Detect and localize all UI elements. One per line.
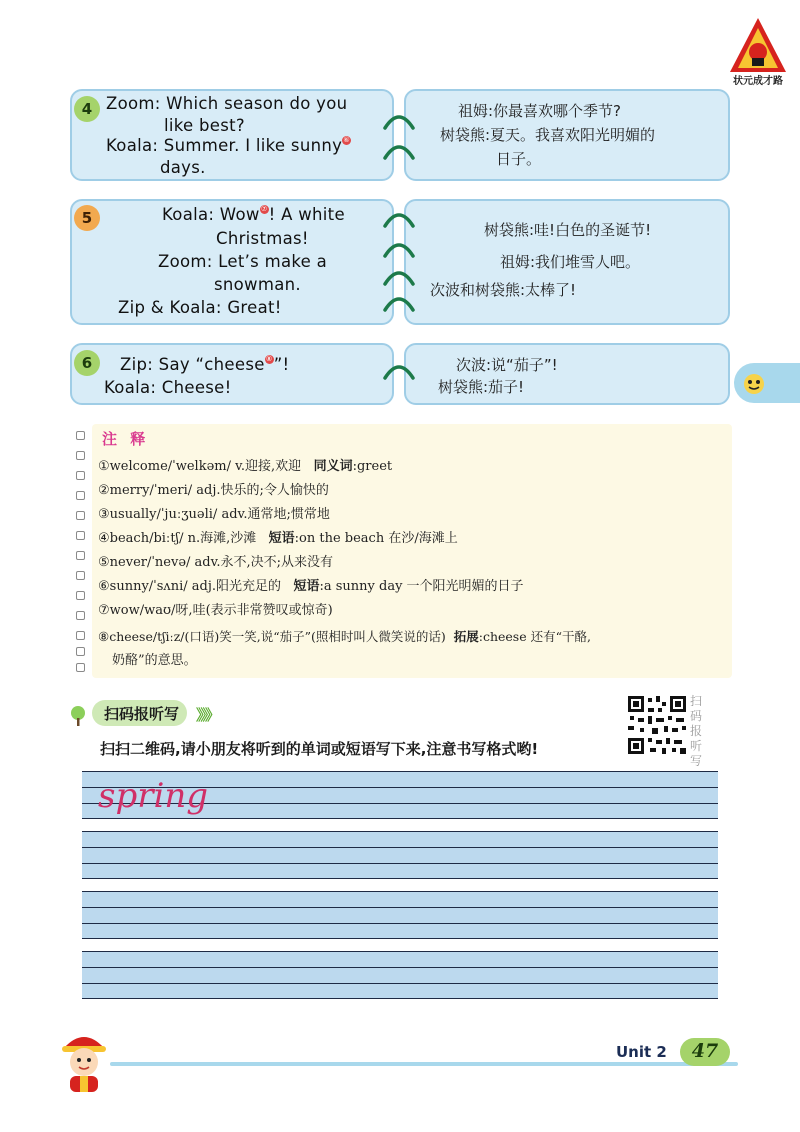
writing-rule <box>82 951 718 952</box>
note-rest: :on the beach 在沙/海滩上 <box>294 531 458 546</box>
writing-rule <box>82 983 718 984</box>
notes-title: 注 释 <box>102 430 150 448</box>
dialog-chinese-line: 日子。 <box>496 150 542 168</box>
dialog-chinese-line: 树袋熊:夏天。我喜欢阳光明媚的 <box>440 126 656 144</box>
note-item <box>98 578 524 596</box>
binding-hole-icon <box>76 471 85 480</box>
dialog-english-text: Zip: Say “cheese <box>120 355 265 374</box>
mascot-face-icon <box>740 369 768 397</box>
scan-section-title: 扫码报听写 <box>92 700 187 726</box>
dialog-english-line: Christmas! <box>216 229 309 248</box>
writing-rule <box>82 831 718 832</box>
binder-ring-icon <box>382 240 416 262</box>
arrow-icon: 》》》 <box>196 706 218 724</box>
note-text: ⑥sunny/ˈsʌni/ adj.阳光充足的 <box>98 579 282 594</box>
note-text: ①welcome/ˈwelkəm/ v.迎接,欢迎 <box>98 459 302 474</box>
binder-ring-icon <box>382 294 416 316</box>
note-marker: ⑦ <box>260 205 268 213</box>
note-term: 短语 <box>293 579 320 594</box>
note-item: ⑦wow/waʊ/呀,哇(表示非常赞叹或惊奇) <box>98 603 333 618</box>
dialog-english-line: days. <box>160 158 206 177</box>
note-item <box>98 458 392 476</box>
note-marker: ⑧ <box>265 355 273 363</box>
dialog-english-text: Koala: Summer. I like sunny <box>106 136 343 155</box>
dialog-english-text: ! A white <box>268 205 345 224</box>
binding-hole-icon <box>76 551 85 560</box>
writing-rule <box>82 863 718 864</box>
writing-lines[interactable] <box>82 831 718 879</box>
dialog-english-line <box>120 353 289 376</box>
dialog-chinese-line: 祖姆:你最喜欢哪个季节? <box>458 102 622 120</box>
binder-ring-icon <box>382 210 416 232</box>
dialog-chinese-line: 树袋熊:哇!白色的圣诞节! <box>484 221 652 239</box>
note-item: ③usually/ˈjuːʒuəli/ adv.通常地;惯常地 <box>98 507 330 522</box>
dialog-english-line: Zoom: Let’s make a <box>158 252 328 271</box>
dialog-chinese-line: 次波和树袋熊:太棒了! <box>430 281 577 299</box>
dialog-english-line: Koala: Cheese! <box>104 378 232 397</box>
note-term: 短语 <box>268 531 295 546</box>
binding-hole-icon <box>76 631 85 640</box>
dialog-number-badge: 4 <box>74 96 100 122</box>
dialog-number-badge: 5 <box>74 205 100 231</box>
dialog-english-line: Zoom: Which season do you <box>106 94 348 113</box>
note-item-continuation: 奶酪”的意思。 <box>112 653 197 668</box>
note-rest: :a sunny day 一个阳光明媚的日子 <box>319 579 524 594</box>
note-rest: :greet <box>352 459 393 474</box>
note-term: 同义词 <box>313 459 353 474</box>
note-item: ②merry/ˈmeri/ adj.快乐的;令人愉快的 <box>98 483 329 498</box>
qr-label: 扫码报听写 <box>690 694 703 768</box>
binding-hole-icon <box>76 451 85 460</box>
qr-code-icon[interactable] <box>626 694 688 756</box>
binding-hole-icon <box>76 491 85 500</box>
scan-instructions: 扫扫二维码,请小朋友将听到的单词或短语写下来,注意书写格式哟! <box>100 740 539 758</box>
writing-rule <box>82 998 718 999</box>
binder-ring-icon <box>382 112 416 134</box>
binding-hole-icon <box>76 431 85 440</box>
binding-hole-icon <box>76 531 85 540</box>
binding-hole-icon <box>76 571 85 580</box>
note-text: ④beach/biːtʃ/ n.海滩,沙滩 <box>98 531 257 546</box>
mascot-icon <box>56 1026 112 1094</box>
dialog-english-line: snowman. <box>214 275 301 294</box>
logo-caption: 状元成才路 <box>733 76 783 87</box>
writing-rule <box>82 771 718 772</box>
writing-rule <box>82 891 718 892</box>
note-term: 拓展 <box>453 629 479 644</box>
footer-rule <box>110 1062 738 1066</box>
writing-rule <box>82 878 718 879</box>
writing-rule <box>82 938 718 939</box>
writing-example: spring <box>98 776 209 816</box>
dialog-english-text: Koala: Wow <box>162 205 260 224</box>
dialog-chinese-line: 祖姆:我们堆雪人吧。 <box>500 253 641 271</box>
dialog-english-line: like best? <box>164 116 245 135</box>
binder-ring-icon <box>382 142 416 164</box>
binding-hole-icon <box>76 663 85 672</box>
binding-hole-icon <box>76 591 85 600</box>
note-item <box>98 530 458 548</box>
writing-lines[interactable] <box>82 891 718 939</box>
dialog-english-text: ”! <box>273 355 290 374</box>
binding-hole-icon <box>76 611 85 620</box>
tree-icon <box>66 704 90 728</box>
writing-rule <box>82 818 718 819</box>
binder-ring-icon <box>382 268 416 290</box>
dialog-english-line <box>162 203 345 226</box>
note-text: ⑧cheese/tʃiːz/(口语)笑一笑,说“茄子”(照相时叫人微笑说的话) <box>98 629 446 644</box>
writing-rule <box>82 847 718 848</box>
note-item: ⑤never/ˈnevə/ adv.永不,决不;从来没有 <box>98 555 334 570</box>
writing-rule <box>82 907 718 908</box>
dialog-number-badge: 6 <box>74 350 100 376</box>
unit-label: Unit 2 <box>616 1043 667 1061</box>
binding-hole-icon <box>76 647 85 656</box>
binder-ring-icon <box>382 362 416 384</box>
binding-hole-icon <box>76 511 85 520</box>
writing-rule <box>82 923 718 924</box>
page-number: 47 <box>691 1040 719 1062</box>
note-rest: :cheese 还有“干酪, <box>478 629 591 644</box>
dialog-english-line: Zip & Koala: Great! <box>118 298 282 317</box>
writing-rule <box>82 967 718 968</box>
dialog-chinese-line: 树袋熊:茄子! <box>438 378 525 396</box>
writing-lines[interactable] <box>82 951 718 999</box>
dialog-chinese-line: 次波:说“茄子”! <box>456 356 558 374</box>
note-marker: ⑥ <box>343 136 350 144</box>
note-item <box>98 628 591 646</box>
dialog-english-line <box>106 134 351 157</box>
